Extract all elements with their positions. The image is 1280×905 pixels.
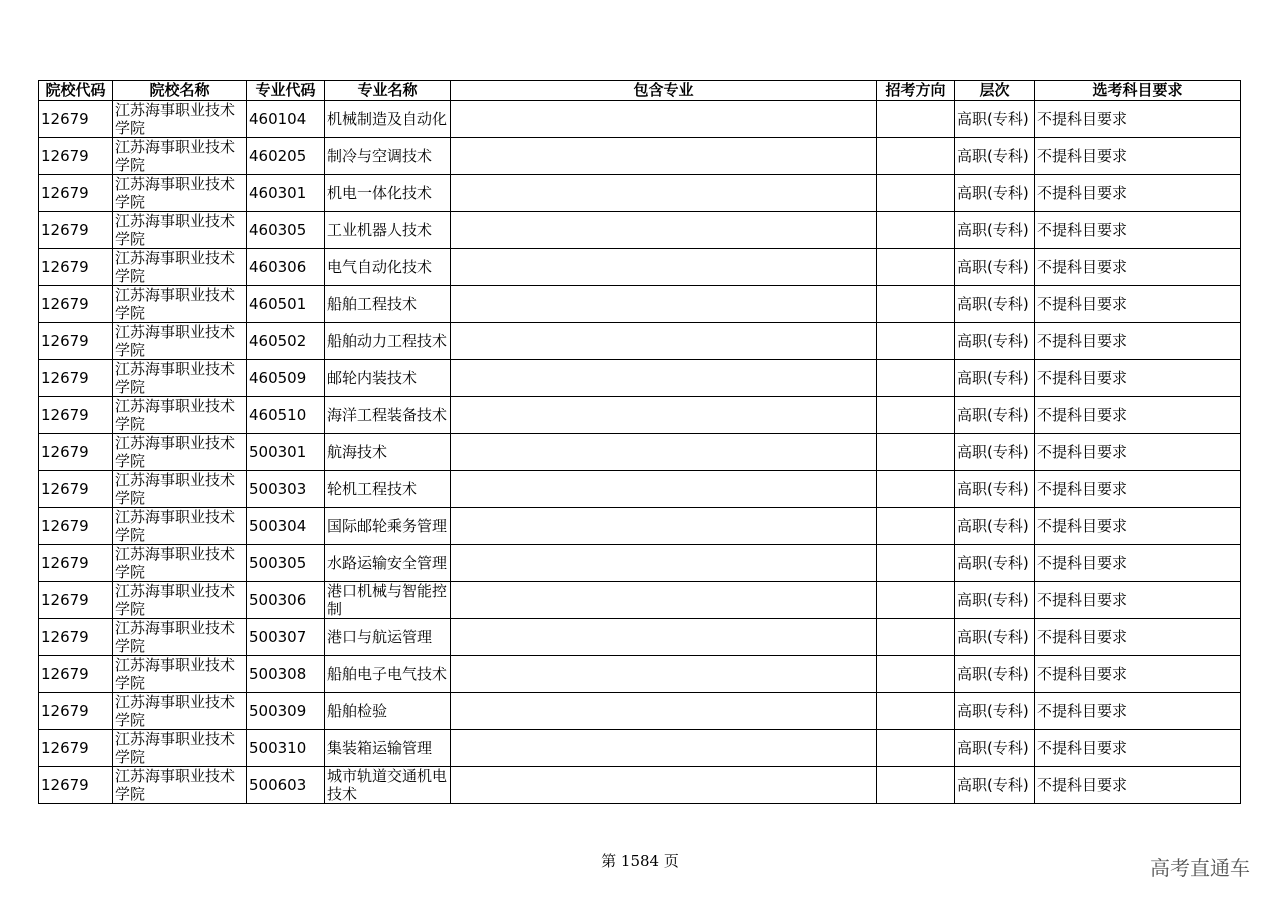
cell-level: 高职(专科) [955, 767, 1035, 804]
cell-included-majors [451, 138, 877, 175]
cell-included-majors [451, 582, 877, 619]
cell-direction [877, 397, 955, 434]
cell-level: 高职(专科) [955, 582, 1035, 619]
header-school-code: 院校代码 [39, 81, 113, 101]
cell-major-name: 工业机器人技术 [325, 212, 451, 249]
page-number: 第 1584 页 [601, 852, 679, 870]
table-row [39, 693, 1241, 730]
cell-included-majors [451, 286, 877, 323]
cell-direction [877, 434, 955, 471]
cell-level: 高职(专科) [955, 360, 1035, 397]
cell-school-code: 12679 [39, 101, 113, 138]
cell-major-code: 460510 [247, 397, 325, 434]
table-row [39, 212, 1241, 249]
cell-school-name: 江苏海事职业技术学院 [113, 323, 247, 360]
cell-included-majors [451, 101, 877, 138]
cell-major-code: 500305 [247, 545, 325, 582]
header-subject-requirement: 选考科目要求 [1035, 81, 1241, 101]
cell-included-majors [451, 249, 877, 286]
cell-level: 高职(专科) [955, 323, 1035, 360]
cell-included-majors [451, 693, 877, 730]
cell-major-name: 港口与航运管理 [325, 619, 451, 656]
cell-school-code: 12679 [39, 138, 113, 175]
cell-direction [877, 286, 955, 323]
cell-major-name: 城市轨道交通机电技术 [325, 767, 451, 804]
cell-direction [877, 508, 955, 545]
cell-major-name: 海洋工程装备技术 [325, 397, 451, 434]
cell-school-name: 江苏海事职业技术学院 [113, 212, 247, 249]
cell-level: 高职(专科) [955, 471, 1035, 508]
table-row [39, 730, 1241, 767]
cell-direction [877, 545, 955, 582]
cell-major-code: 500304 [247, 508, 325, 545]
cell-school-code: 12679 [39, 360, 113, 397]
cell-level: 高职(专科) [955, 730, 1035, 767]
cell-major-name: 航海技术 [325, 434, 451, 471]
cell-included-majors [451, 360, 877, 397]
cell-subject-requirement: 不提科目要求 [1035, 619, 1241, 656]
cell-school-name: 江苏海事职业技术学院 [113, 582, 247, 619]
header-included-majors: 包含专业 [451, 81, 877, 101]
cell-subject-requirement: 不提科目要求 [1035, 730, 1241, 767]
cell-major-name: 船舶工程技术 [325, 286, 451, 323]
cell-major-code: 460509 [247, 360, 325, 397]
cell-subject-requirement: 不提科目要求 [1035, 582, 1241, 619]
table-row [39, 471, 1241, 508]
header-school-name: 院校名称 [113, 81, 247, 101]
cell-direction [877, 656, 955, 693]
cell-major-name: 轮机工程技术 [325, 471, 451, 508]
cell-subject-requirement: 不提科目要求 [1035, 397, 1241, 434]
cell-direction [877, 175, 955, 212]
cell-school-code: 12679 [39, 175, 113, 212]
cell-school-code: 12679 [39, 397, 113, 434]
cell-major-name: 水路运输安全管理 [325, 545, 451, 582]
cell-subject-requirement: 不提科目要求 [1035, 175, 1241, 212]
cell-direction [877, 582, 955, 619]
cell-major-name: 船舶电子电气技术 [325, 656, 451, 693]
cell-subject-requirement: 不提科目要求 [1035, 471, 1241, 508]
cell-school-code: 12679 [39, 471, 113, 508]
table-row [39, 582, 1241, 619]
cell-direction [877, 323, 955, 360]
cell-school-name: 江苏海事职业技术学院 [113, 767, 247, 804]
cell-major-name: 机械制造及自动化 [325, 101, 451, 138]
cell-direction [877, 693, 955, 730]
cell-school-name: 江苏海事职业技术学院 [113, 175, 247, 212]
watermark: 高考直通车 [1150, 856, 1250, 880]
cell-major-name: 邮轮内装技术 [325, 360, 451, 397]
cell-school-name: 江苏海事职业技术学院 [113, 730, 247, 767]
cell-major-name: 集装箱运输管理 [325, 730, 451, 767]
cell-direction [877, 360, 955, 397]
cell-major-code: 460104 [247, 101, 325, 138]
cell-school-name: 江苏海事职业技术学院 [113, 656, 247, 693]
cell-subject-requirement: 不提科目要求 [1035, 360, 1241, 397]
cell-school-code: 12679 [39, 619, 113, 656]
cell-included-majors [451, 656, 877, 693]
cell-level: 高职(专科) [955, 212, 1035, 249]
cell-major-name: 制冷与空调技术 [325, 138, 451, 175]
cell-level: 高职(专科) [955, 138, 1035, 175]
cell-included-majors [451, 397, 877, 434]
cell-major-code: 460205 [247, 138, 325, 175]
cell-school-name: 江苏海事职业技术学院 [113, 508, 247, 545]
cell-major-code: 460305 [247, 212, 325, 249]
table-row [39, 138, 1241, 175]
cell-direction [877, 138, 955, 175]
cell-subject-requirement: 不提科目要求 [1035, 767, 1241, 804]
table-row [39, 767, 1241, 804]
cell-major-name: 国际邮轮乘务管理 [325, 508, 451, 545]
cell-subject-requirement: 不提科目要求 [1035, 508, 1241, 545]
cell-major-code: 500309 [247, 693, 325, 730]
cell-school-code: 12679 [39, 656, 113, 693]
table-row [39, 656, 1241, 693]
cell-included-majors [451, 212, 877, 249]
cell-direction [877, 101, 955, 138]
cell-included-majors [451, 545, 877, 582]
table-row [39, 360, 1241, 397]
cell-major-code: 500308 [247, 656, 325, 693]
cell-major-code: 460301 [247, 175, 325, 212]
cell-level: 高职(专科) [955, 619, 1035, 656]
cell-school-name: 江苏海事职业技术学院 [113, 545, 247, 582]
cell-subject-requirement: 不提科目要求 [1035, 545, 1241, 582]
cell-direction [877, 471, 955, 508]
cell-level: 高职(专科) [955, 101, 1035, 138]
cell-included-majors [451, 619, 877, 656]
cell-school-name: 江苏海事职业技术学院 [113, 434, 247, 471]
cell-school-code: 12679 [39, 693, 113, 730]
cell-included-majors [451, 471, 877, 508]
cell-school-name: 江苏海事职业技术学院 [113, 249, 247, 286]
cell-included-majors [451, 730, 877, 767]
cell-major-name: 机电一体化技术 [325, 175, 451, 212]
cell-major-code: 460306 [247, 249, 325, 286]
cell-school-name: 江苏海事职业技术学院 [113, 619, 247, 656]
cell-level: 高职(专科) [955, 249, 1035, 286]
cell-level: 高职(专科) [955, 397, 1035, 434]
cell-school-code: 12679 [39, 286, 113, 323]
cell-level: 高职(专科) [955, 175, 1035, 212]
table-row [39, 175, 1241, 212]
table-row [39, 619, 1241, 656]
cell-major-code: 500303 [247, 471, 325, 508]
cell-school-code: 12679 [39, 434, 113, 471]
cell-school-code: 12679 [39, 582, 113, 619]
admissions-table [38, 80, 1241, 804]
cell-direction [877, 619, 955, 656]
cell-major-name: 船舶检验 [325, 693, 451, 730]
cell-school-code: 12679 [39, 249, 113, 286]
cell-level: 高职(专科) [955, 656, 1035, 693]
table-row [39, 434, 1241, 471]
cell-subject-requirement: 不提科目要求 [1035, 693, 1241, 730]
cell-school-code: 12679 [39, 730, 113, 767]
table-row [39, 545, 1241, 582]
cell-school-name: 江苏海事职业技术学院 [113, 286, 247, 323]
cell-direction [877, 212, 955, 249]
header-row [39, 81, 1241, 101]
table-row [39, 508, 1241, 545]
cell-school-code: 12679 [39, 545, 113, 582]
cell-included-majors [451, 323, 877, 360]
cell-direction [877, 767, 955, 804]
cell-included-majors [451, 175, 877, 212]
cell-major-name: 港口机械与智能控制 [325, 582, 451, 619]
cell-school-name: 江苏海事职业技术学院 [113, 101, 247, 138]
cell-included-majors [451, 434, 877, 471]
cell-school-name: 江苏海事职业技术学院 [113, 693, 247, 730]
cell-subject-requirement: 不提科目要求 [1035, 249, 1241, 286]
table-row [39, 397, 1241, 434]
cell-subject-requirement: 不提科目要求 [1035, 101, 1241, 138]
cell-level: 高职(专科) [955, 545, 1035, 582]
table-row [39, 286, 1241, 323]
cell-level: 高职(专科) [955, 508, 1035, 545]
cell-school-name: 江苏海事职业技术学院 [113, 360, 247, 397]
cell-level: 高职(专科) [955, 286, 1035, 323]
cell-level: 高职(专科) [955, 693, 1035, 730]
table-row [39, 101, 1241, 138]
table-row [39, 249, 1241, 286]
cell-included-majors [451, 508, 877, 545]
cell-major-name: 电气自动化技术 [325, 249, 451, 286]
cell-school-name: 江苏海事职业技术学院 [113, 471, 247, 508]
cell-school-name: 江苏海事职业技术学院 [113, 397, 247, 434]
cell-direction [877, 730, 955, 767]
cell-school-code: 12679 [39, 767, 113, 804]
cell-school-name: 江苏海事职业技术学院 [113, 138, 247, 175]
cell-major-code: 500310 [247, 730, 325, 767]
cell-included-majors [451, 767, 877, 804]
cell-subject-requirement: 不提科目要求 [1035, 286, 1241, 323]
cell-subject-requirement: 不提科目要求 [1035, 138, 1241, 175]
cell-school-code: 12679 [39, 508, 113, 545]
header-level: 层次 [955, 81, 1035, 101]
cell-major-code: 500307 [247, 619, 325, 656]
cell-subject-requirement: 不提科目要求 [1035, 434, 1241, 471]
cell-school-code: 12679 [39, 212, 113, 249]
header-direction: 招考方向 [877, 81, 955, 101]
table-row [39, 323, 1241, 360]
cell-direction [877, 249, 955, 286]
cell-school-code: 12679 [39, 323, 113, 360]
cell-major-code: 500301 [247, 434, 325, 471]
header-major-name: 专业名称 [325, 81, 451, 101]
cell-subject-requirement: 不提科目要求 [1035, 212, 1241, 249]
header-major-code: 专业代码 [247, 81, 325, 101]
cell-subject-requirement: 不提科目要求 [1035, 323, 1241, 360]
cell-major-code: 460501 [247, 286, 325, 323]
cell-major-name: 船舶动力工程技术 [325, 323, 451, 360]
cell-major-code: 460502 [247, 323, 325, 360]
cell-major-code: 500603 [247, 767, 325, 804]
cell-subject-requirement: 不提科目要求 [1035, 656, 1241, 693]
cell-level: 高职(专科) [955, 434, 1035, 471]
cell-major-code: 500306 [247, 582, 325, 619]
